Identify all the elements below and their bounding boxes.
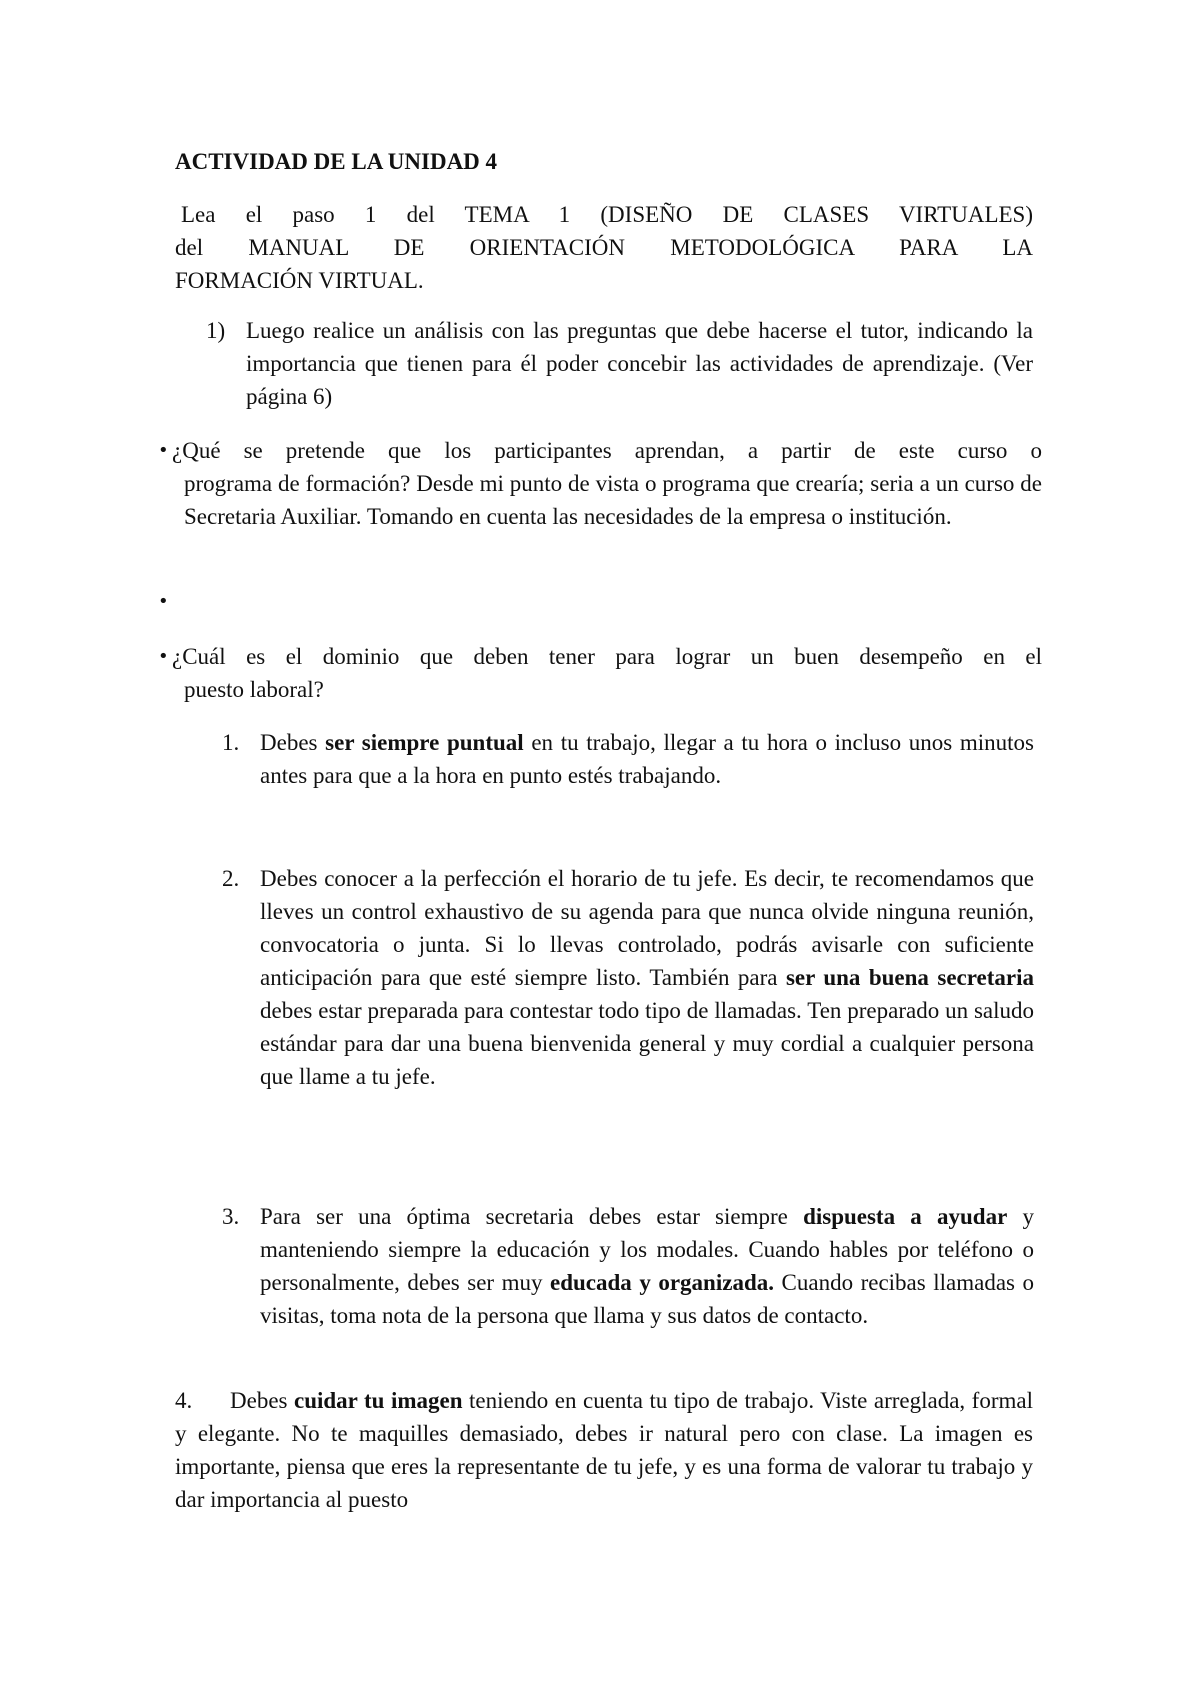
list-item-4-post: teniendo en cuenta tu tipo de trabajo. Viste arreglada, formal y elegante. No te maquilles demasiado, debes ir natural pero con clase. La imagen es importante, piensa que eres la representante de tu jefe, y es una forma de valorar tu trabajo y dar importancia al puesto xyxy=(175,1388,1033,1512)
list-item-1-text xyxy=(260,726,1034,792)
list-item-1-bold: ser siempre puntual xyxy=(325,730,524,755)
intro-paragraph xyxy=(175,198,1033,297)
intro-line-2: del MANUAL DE ORIENTACIÓN METODOLÓGICA PARA LA xyxy=(175,235,1033,260)
list-item-3-pre: Para ser una óptima secretaria debes estar siempre xyxy=(260,1204,804,1229)
intro-line-1: Lea el paso 1 del TEMA 1 (DISEÑO DE CLASES VIRTUALES) xyxy=(181,202,1033,227)
list-item-2-post: debes estar preparada para contestar todo tipo de llamadas. Ten preparado un saludo estándar para dar una buena bienvenida general y muy cordial a cualquier persona que llame a tu jefe. xyxy=(260,998,1034,1089)
list-item-3-post: Cuando recibas llamadas o visitas, toma nota de la persona que llama y sus datos de contacto. xyxy=(260,1270,1034,1328)
bullet-icon: • xyxy=(158,591,169,612)
step-1-marker: 1) xyxy=(206,318,226,343)
list-item-2-pre: Debes conocer a la perfección el horario de tu jefe. Es decir, te recomendamos que lleves un control exhaustivo de su agenda para que nunca olvide ninguna reunión, convocatoria o junta. Si lo llevas controlado, podrás avisarle con suficiente anticipación para que esté siempre listo. También para xyxy=(260,866,1034,990)
list-item-1-post: en tu trabajo, llegar a tu hora o incluso unos minutos antes para que a la hora en punto estés trabajando. xyxy=(260,730,1034,788)
question-1-line-1: ¿Qué se pretende que los participantes aprendan, a partir de este curso o xyxy=(172,438,1042,463)
question-2-line-1: ¿Cuál es el dominio que deben tener para lograr un buen desempeño en el xyxy=(172,644,1042,669)
list-item-1 xyxy=(222,726,1034,796)
question-2-rest: puesto laboral? xyxy=(184,677,324,702)
question-1-rest: programa de formación? Desde mi punto de vista o programa que crearía; seria a un curso de Secretaria Auxiliar. Tomando en cuenta las necesidades de la empresa o institución. xyxy=(184,471,1042,529)
page-title: ACTIVIDAD DE LA UNIDAD 4 xyxy=(175,149,498,174)
list-item-3-mid: y manteniendo siempre la educación y los modales. Cuando hables por teléfono o personalmente, debes ser muy xyxy=(260,1204,1034,1295)
list-item-2-marker: 2. xyxy=(222,866,240,891)
list-item-3-bold-1: dispuesta a ayudar xyxy=(803,1204,1008,1229)
list-item-4-marker: 4. xyxy=(175,1388,193,1413)
step-1 xyxy=(206,314,1036,414)
list-item-2-text xyxy=(260,862,1034,1093)
list-item-3-marker: 3. xyxy=(222,1204,240,1229)
list-item-3-text xyxy=(260,1200,1034,1332)
bullet-question-1-text xyxy=(172,434,1042,533)
list-item-3 xyxy=(222,1200,1034,1370)
list-item-4-pre: Debes xyxy=(230,1388,294,1413)
intro-line-3: FORMACIÓN VIRTUAL. xyxy=(175,268,424,293)
list-item-3-bold-2: educada y organizada. xyxy=(550,1270,774,1295)
bullet-icon: • xyxy=(158,646,169,667)
list-item-4 xyxy=(175,1384,1033,1516)
list-item-2-bold: ser una buena secretaria xyxy=(785,965,1034,990)
step-1-text: Luego realice un análisis con las preguntas que debe hacerse el tutor, indicando la importancia que tienen para él poder concebir las actividades de aprendizaje. (Ver página 6) xyxy=(246,318,1033,409)
list-item-1-pre: Debes xyxy=(260,730,326,755)
list-item-4-bold: cuidar tu imagen xyxy=(294,1388,463,1413)
bullet-icon: • xyxy=(158,440,169,461)
list-item-1-marker: 1. xyxy=(222,730,240,755)
list-item-2 xyxy=(222,862,1034,1132)
bullet-question-2-text xyxy=(172,640,1042,706)
